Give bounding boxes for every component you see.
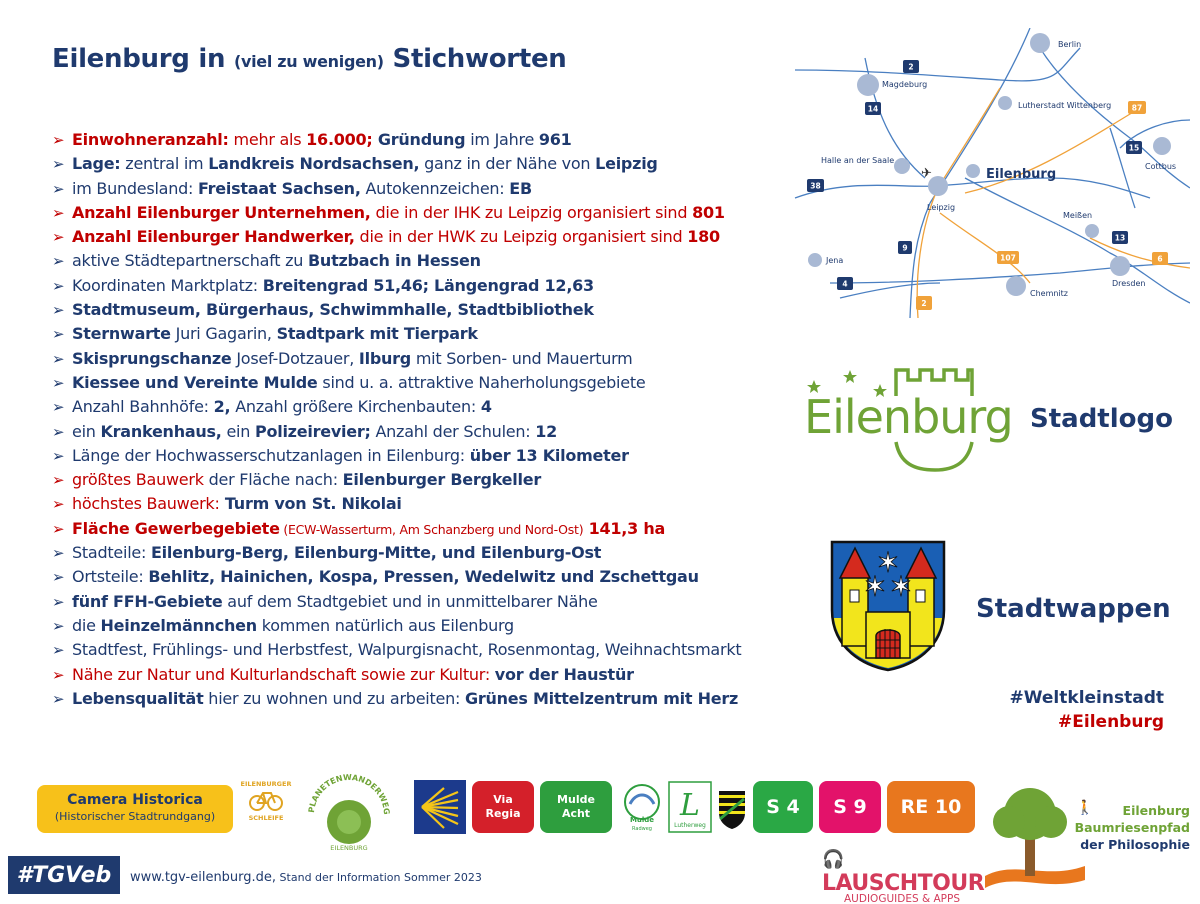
fact-text: mit Sorben- und Mauerturm bbox=[411, 348, 633, 368]
headphones-icon: 🎧 bbox=[822, 849, 844, 870]
fact-item bbox=[52, 225, 812, 249]
label-dresden: Dresden bbox=[1112, 279, 1146, 288]
fact-text: Anzahl der Schulen: bbox=[370, 421, 536, 441]
fact-item bbox=[52, 201, 812, 225]
camera-subtitle: (Historischer Stadtrundgang) bbox=[54, 810, 216, 823]
fact-text: 12 bbox=[535, 421, 557, 441]
fact-text: 16.000; bbox=[306, 130, 373, 149]
fact-text: Eilenburg-Berg, Eilenburg-Mitte, und Eilenburg-Ost bbox=[150, 543, 602, 563]
arrow-bullet-icon: ➢ bbox=[52, 616, 65, 635]
lauschtour-logo[interactable] bbox=[822, 846, 992, 904]
wittenberg-dot bbox=[998, 96, 1012, 110]
fact-text: mehr als bbox=[228, 130, 307, 149]
fact-text: Heinzelmännchen bbox=[100, 615, 257, 635]
road-label-6: 6 bbox=[1157, 254, 1163, 264]
fact-item bbox=[52, 687, 812, 711]
radweg-sub: Radweg bbox=[632, 826, 652, 832]
star-icon bbox=[843, 370, 857, 383]
fact-text: im Jahre bbox=[465, 130, 539, 149]
planeten-arc-text: PLANETENWANDERWEG bbox=[307, 772, 392, 815]
fact-text: Autokennzeichen: bbox=[360, 178, 510, 198]
road-label-14: 14 bbox=[867, 104, 879, 114]
road-label-4: 4 bbox=[842, 279, 848, 289]
magdeburg-dot bbox=[857, 74, 879, 96]
fact-item bbox=[52, 298, 812, 322]
mulde-acht-badge[interactable] bbox=[540, 781, 612, 833]
title-part3: Stichworten bbox=[392, 44, 567, 74]
camera-historica-button[interactable] bbox=[37, 785, 233, 833]
label-eilenburg: Eilenburg bbox=[986, 167, 1057, 182]
fact-text: Leipzig bbox=[595, 154, 658, 174]
fact-text: über 13 Kilometer bbox=[469, 445, 629, 465]
road-label-2-bottom: 2 bbox=[921, 299, 927, 308]
arrow-bullet-icon: ➢ bbox=[52, 131, 65, 149]
lutherweg-logo[interactable] bbox=[668, 781, 712, 833]
arrow-bullet-icon: ➢ bbox=[52, 373, 65, 392]
fact-text: aktive Städtepartnerschaft zu bbox=[72, 251, 308, 271]
fact-text: Koordinaten Marktplatz: bbox=[72, 275, 263, 295]
arrow-bullet-icon: ➢ bbox=[52, 398, 65, 417]
label-wittenberg: Lutherstadt Wittenberg bbox=[1018, 101, 1112, 110]
arrow-bullet-icon: ➢ bbox=[52, 446, 65, 465]
road-a4-west bbox=[840, 283, 940, 298]
fact-text: Stadtfest, Frühlings- und Herbstfest, Walpurgisnacht, Rosenmontag, Weihnachtsmarkt bbox=[72, 640, 742, 660]
label-berlin: Berlin bbox=[1058, 40, 1082, 49]
fact-text: 961 bbox=[538, 130, 572, 149]
via-regia-badge[interactable] bbox=[472, 781, 534, 833]
fact-text: Skisprungschanze bbox=[72, 348, 232, 368]
arrow-bullet-icon: ➢ bbox=[52, 228, 65, 247]
fact-text: zentral im bbox=[120, 154, 209, 174]
fact-text: Anzahl Eilenburger Handwerker, bbox=[72, 227, 355, 247]
fact-text: die in der IHK zu Leipzig organisiert sind bbox=[370, 202, 693, 222]
re10-badge[interactable]: RE 10 bbox=[887, 781, 975, 833]
fact-text: auf dem Stadtgebiet und in unmittelbarer Nähe bbox=[222, 591, 598, 611]
fact-text: (ECW-Wasserturm, Am Schanzberg und Nord-Ost) bbox=[279, 521, 584, 537]
schleife-bottom-label: SCHLEIFE bbox=[248, 814, 284, 822]
fact-item bbox=[52, 663, 812, 687]
mulde-radweg-logo[interactable] bbox=[620, 782, 664, 832]
fact-item bbox=[52, 420, 812, 444]
fact-item bbox=[52, 565, 812, 589]
fact-text: Anzahl Eilenburger Unternehmen, bbox=[72, 202, 371, 222]
road-a13-south bbox=[965, 178, 1190, 303]
fact-text: ein bbox=[72, 421, 101, 441]
fact-text: Juri Gagarin, bbox=[170, 324, 277, 344]
fact-text: fünf FFH-Gebiete bbox=[72, 591, 223, 611]
label-cottbus: Cottbus bbox=[1145, 162, 1177, 171]
city-logo bbox=[800, 362, 1013, 474]
via-label: Via bbox=[493, 793, 513, 806]
arrow-bullet-icon: ➢ bbox=[52, 276, 65, 295]
fact-text: Behlitz, Hainichen, Kospa, Pressen, Wedelwitz und Zschettgau bbox=[148, 567, 699, 587]
planeten-sub: EILENBURG bbox=[330, 844, 368, 852]
fact-text: höchstes Bauwerk: bbox=[72, 494, 220, 514]
road-label-13: 13 bbox=[1114, 233, 1126, 243]
fact-text: die bbox=[72, 615, 101, 635]
fact-text: 2, bbox=[213, 397, 231, 417]
fact-item bbox=[52, 492, 812, 516]
road-label-15: 15 bbox=[1128, 143, 1140, 153]
arrow-bullet-icon: ➢ bbox=[52, 203, 65, 222]
fact-text: 180 bbox=[687, 227, 720, 247]
fact-text: 141,3 ha bbox=[583, 518, 666, 538]
schleife-top-label: EILENBURGER bbox=[240, 780, 292, 788]
road-a2 bbox=[795, 48, 1080, 81]
fact-text: ganz in der Nähe von bbox=[419, 154, 596, 174]
arrow-bullet-icon: ➢ bbox=[52, 252, 65, 271]
road-label-107: 107 bbox=[1000, 253, 1016, 263]
fact-text: Ilburg bbox=[358, 348, 411, 368]
fact-text: der Fläche nach: bbox=[203, 470, 343, 490]
arrow-bullet-icon: ➢ bbox=[52, 471, 65, 490]
label-halle: Halle an der Saale bbox=[821, 156, 895, 165]
lauschtour-label: LAUSCHTOUR bbox=[822, 871, 985, 896]
fact-text: Josef-Dotzauer, bbox=[231, 348, 359, 368]
coat-of-arms bbox=[830, 540, 946, 672]
mulde-label: Mulde bbox=[557, 793, 595, 806]
road-label-38: 38 bbox=[810, 181, 821, 191]
fact-item bbox=[52, 517, 812, 541]
region-map bbox=[790, 28, 1190, 318]
dresden-dot bbox=[1110, 256, 1130, 276]
luther-l-icon: L bbox=[680, 788, 700, 823]
sachsen-wappen-icon[interactable] bbox=[716, 781, 748, 831]
label-magdeburg: Magdeburg bbox=[882, 80, 928, 89]
fact-item bbox=[52, 468, 812, 492]
fact-item bbox=[52, 128, 812, 152]
fact-text: ein bbox=[221, 421, 255, 441]
fact-item bbox=[52, 541, 812, 565]
fact-text: Stadteile: bbox=[72, 543, 151, 563]
arrow-bullet-icon: ➢ bbox=[52, 495, 65, 514]
fact-item bbox=[52, 614, 812, 638]
cottbus-dot bbox=[1153, 137, 1171, 155]
baum-line3: der Philosophie bbox=[1080, 837, 1190, 852]
fact-text: größtes Bauwerk bbox=[72, 470, 204, 490]
label-leipzig: Leipzig bbox=[927, 203, 956, 212]
camera-title: Camera Historica bbox=[67, 792, 203, 808]
meissen-dot bbox=[1085, 224, 1099, 238]
hashtag-weltkleinstadt: #Weltkleinstadt bbox=[1009, 688, 1164, 708]
fact-text: Grünes Mittelzentrum mit Herz bbox=[464, 688, 739, 708]
fact-text: Länge der Hochwasserschutzanlagen in Eilenburg: bbox=[72, 445, 470, 465]
rail-107 bbox=[940, 213, 1030, 283]
arrow-bullet-icon: ➢ bbox=[52, 301, 65, 320]
title-part2: (viel zu wenigen) bbox=[233, 52, 384, 71]
fact-text: im Bundesland: bbox=[72, 178, 198, 198]
title-part1: Eilenburg in bbox=[52, 44, 226, 74]
fact-text: Nähe zur Natur und Kulturlandschaft sowie zur Kultur: bbox=[72, 664, 495, 684]
fact-text: Eilenburger Bergkeller bbox=[342, 470, 541, 490]
arrow-bullet-icon: ➢ bbox=[52, 544, 65, 563]
fact-item bbox=[52, 347, 812, 371]
radweg-label: Mulde bbox=[629, 816, 655, 824]
facts-list bbox=[52, 128, 812, 711]
hiker-icon: 🚶 bbox=[1076, 800, 1094, 816]
fact-item bbox=[52, 249, 812, 273]
fact-text: Lebensqualität bbox=[72, 688, 204, 708]
page-title bbox=[52, 44, 567, 74]
fact-text: EB bbox=[509, 178, 532, 198]
regia-label: Regia bbox=[485, 807, 521, 820]
arrow-bullet-icon: ➢ bbox=[52, 665, 65, 684]
star-icon: ✶ bbox=[863, 570, 887, 603]
halle-dot bbox=[894, 158, 910, 174]
fact-text: kommen natürlich aus Eilenburg bbox=[256, 615, 514, 635]
logo-text: Eilenburg bbox=[804, 390, 1013, 444]
footer-url[interactable]: www.tgv-eilenburg.de, bbox=[130, 870, 277, 885]
bicycle-icon bbox=[249, 788, 283, 812]
eilenburg-dot bbox=[966, 164, 980, 178]
fact-text: die in der HWK zu Leipzig organisiert sind bbox=[354, 227, 688, 247]
label-jena: Jena bbox=[826, 256, 844, 265]
road-a38 bbox=[795, 178, 1150, 198]
fact-text: Ortsteile: bbox=[72, 567, 149, 587]
fact-text: 4 bbox=[480, 397, 492, 417]
logo-caption: Stadtlogo bbox=[1030, 404, 1173, 434]
fact-text: Kiessee und Vereinte Mulde bbox=[72, 372, 318, 392]
tgveb-badge[interactable]: #TGVeb bbox=[8, 856, 120, 894]
fact-item bbox=[52, 322, 812, 346]
arrow-bullet-icon: ➢ bbox=[52, 325, 65, 344]
road-label-2-top: 2 bbox=[908, 62, 914, 72]
fact-text: 801 bbox=[692, 202, 725, 222]
label-chemnitz: Chemnitz bbox=[1030, 289, 1068, 298]
fact-text: Einwohneranzahl: bbox=[72, 130, 229, 149]
lauschtour-sub: AUDIOGUIDES & APPS bbox=[844, 893, 960, 904]
fact-text: vor der Haustür bbox=[494, 664, 634, 684]
fact-text: Breitengrad 51,46; Längengrad 12,63 bbox=[262, 275, 594, 295]
fact-text: sind u. a. attraktive Naherholungsgebiete bbox=[317, 372, 646, 392]
fact-text: Anzahl Bahnhöfe: bbox=[72, 397, 214, 417]
jena-dot bbox=[808, 253, 822, 267]
fact-text: Stadtpark mit Tierpark bbox=[276, 324, 478, 344]
star-icon: ✶ bbox=[889, 570, 913, 603]
fact-text: Fläche Gewerbegebiete bbox=[72, 518, 280, 538]
footer bbox=[130, 870, 482, 885]
road-label-87: 87 bbox=[1131, 103, 1143, 113]
fact-text: Freistaat Sachsen, bbox=[197, 178, 361, 198]
fact-text: Lage: bbox=[72, 154, 121, 174]
fact-text: Sternwarte bbox=[72, 324, 171, 344]
baum-line2: Baumriesenpfad bbox=[1074, 820, 1190, 835]
road-label-9: 9 bbox=[902, 243, 908, 253]
fact-text: Gründung bbox=[372, 130, 466, 149]
baumriesenpfad-text[interactable] bbox=[1074, 802, 1190, 853]
arrow-bullet-icon: ➢ bbox=[52, 422, 65, 441]
acht-label: Acht bbox=[561, 807, 591, 820]
fact-text: Polizeirevier; bbox=[254, 421, 371, 441]
eilenburger-schleife-logo[interactable] bbox=[238, 780, 294, 832]
footer-stand: Stand der Information Sommer 2023 bbox=[276, 871, 482, 884]
fact-text: Stadtmuseum, Bürgerhaus, Schwimmhalle, Stadtbibliothek bbox=[72, 300, 594, 320]
fact-text: Butzbach in Hessen bbox=[307, 251, 481, 271]
baum-line1: Eilenburg bbox=[1122, 803, 1190, 818]
s4-badge[interactable]: S 4 bbox=[753, 781, 813, 833]
fact-text: Landkreis Nordsachsen, bbox=[208, 154, 420, 174]
arrow-bullet-icon: ➢ bbox=[52, 155, 65, 174]
arrow-bullet-icon: ➢ bbox=[52, 641, 65, 660]
arrow-bullet-icon: ➢ bbox=[52, 568, 65, 587]
fact-text: Anzahl größere Kirchenbauten: bbox=[230, 397, 481, 417]
fact-item bbox=[52, 152, 812, 176]
arrow-bullet-icon: ➢ bbox=[52, 349, 65, 368]
fact-item bbox=[52, 590, 812, 614]
label-meissen: Meißen bbox=[1063, 211, 1093, 220]
fact-item bbox=[52, 371, 812, 395]
s9-badge[interactable]: S 9 bbox=[819, 781, 881, 833]
arrow-bullet-icon: ➢ bbox=[52, 689, 65, 708]
fact-item bbox=[52, 444, 812, 468]
fact-item bbox=[52, 177, 812, 201]
chemnitz-dot bbox=[1006, 276, 1026, 296]
arrow-bullet-icon: ➢ bbox=[52, 179, 65, 198]
arrow-bullet-icon: ➢ bbox=[52, 519, 65, 538]
fact-item bbox=[52, 638, 812, 662]
fact-item bbox=[52, 395, 812, 419]
fact-text: Krankenhaus, bbox=[100, 421, 222, 441]
berlin-dot bbox=[1030, 33, 1050, 53]
road-a15 bbox=[1110, 128, 1135, 208]
hashtag-eilenburg: #Eilenburg bbox=[1058, 712, 1164, 732]
logo-curve bbox=[896, 442, 972, 470]
wappen-caption: Stadtwappen bbox=[976, 594, 1171, 624]
arrow-bullet-icon: ➢ bbox=[52, 592, 65, 611]
star-icon: ✶ bbox=[876, 546, 900, 579]
fact-text: Turm von St. Nikolai bbox=[219, 494, 402, 514]
fact-item bbox=[52, 274, 812, 298]
airport-icon: ✈ bbox=[921, 166, 932, 181]
jakobsweg-shell-icon[interactable] bbox=[414, 780, 466, 834]
lutherweg-label: Lutherweg bbox=[674, 822, 706, 829]
planetenwanderweg-logo[interactable] bbox=[304, 770, 394, 852]
fact-text: hier zu wohnen und zu arbeiten: bbox=[203, 688, 465, 708]
lauschtour-title bbox=[822, 846, 992, 896]
